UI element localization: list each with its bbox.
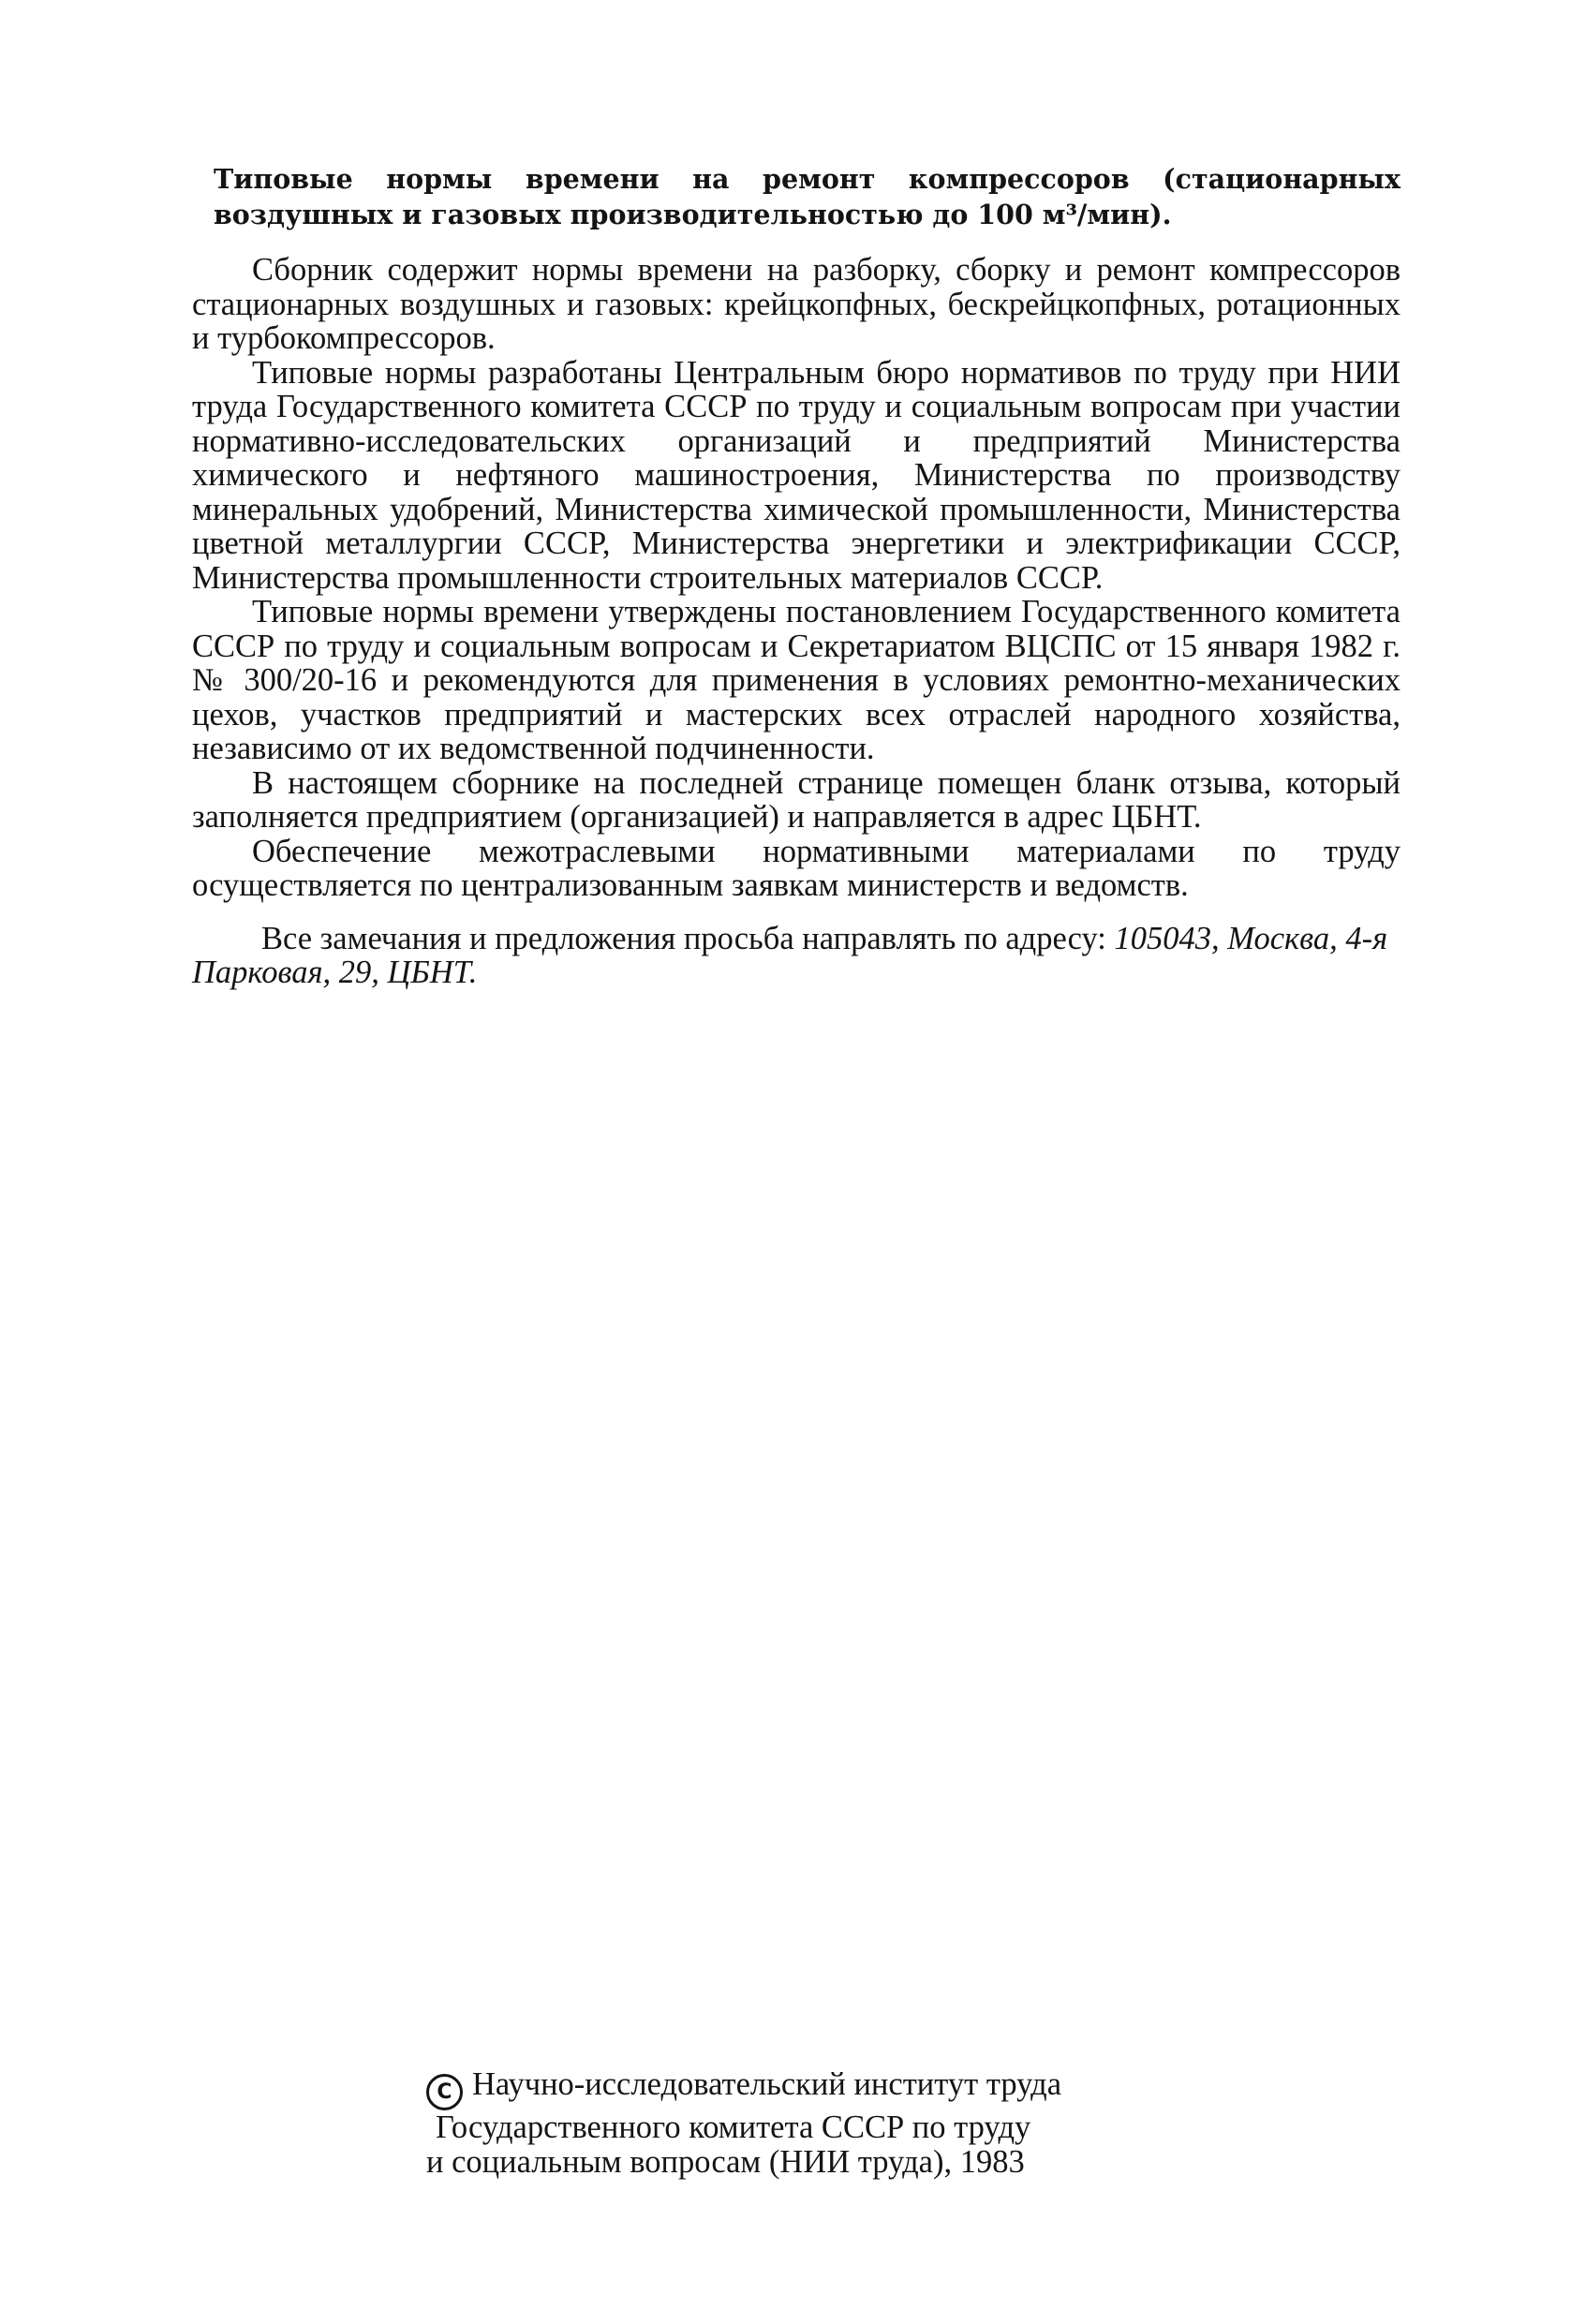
paragraph-feedback-form: В настоящем сборнике на последней странице помещен бланк отзыва, который заполняется предприятием (организацией) и направляется в адрес ЦБНТ. <box>192 764 1401 835</box>
copyright-block <box>426 2067 1157 2180</box>
main-text <box>192 161 1401 990</box>
copyright-text-1: Научно-исследовательский институт труда <box>472 2066 1062 2102</box>
copyright-line-1 <box>426 2067 1157 2110</box>
paragraph-approval: Типовые нормы времени утверждены постановлением Государственного комитета СССР по труду и социальным вопросам и Секретариатом ВЦСПС от 15 января 1982 г. № 300/20-16 и рекомендуются для применения в условиях ремонтно-механических цехов, участков предприятий и мастерских всех отраслей народного хозяйства, независимо от их ведомственной подчиненности. <box>192 594 1401 766</box>
document-title: Типовые нормы времени на ремонт компрессоров (стационарных воздушных и газовых производительностью до 100 м³/мин). <box>214 163 1401 230</box>
paragraph-contents: Сборник содержит нормы времени на разборку, сборку и ремонт компрессоров стационарных воздушных и газовых: крейцкопфных, бескрейцкопфных, ротационных и турбокомпрессоров. <box>192 252 1401 356</box>
paragraph-supply: Обеспечение межотраслевыми нормативными материалами по труду осуществляется по централизованным заявкам министерств и ведомств. <box>192 833 1401 903</box>
paragraph-developers: Типовые нормы разработаны Центральным бюро нормативов по труду при НИИ труда Государственного комитета СССР по труду и социальным вопросам при участии нормативно-исследовательских организаций и предприятий Министерства химического и нефтяного машиностроения, Министерства по производству минеральных удобрений, Министерства химической промышленности, Министерства цветной металлургии СССР, Министерства энергетики и электрификации СССР, Министерства промышленности строительных материалов СССР. <box>192 354 1401 596</box>
copyright-line-2: Государственного комитета СССР по труду <box>436 2109 1031 2145</box>
address-value: 105043, Москва, 4-я Парковая, 29, ЦБНТ. <box>192 920 1388 990</box>
address-note <box>192 922 1401 990</box>
copyright-line-3: и социальным вопросам (НИИ труда), 1983 <box>426 2144 1025 2180</box>
address-lead: Все замечания и предложения просьба направлять по адресу: <box>261 920 1115 956</box>
copyright-icon: C <box>426 2074 463 2110</box>
